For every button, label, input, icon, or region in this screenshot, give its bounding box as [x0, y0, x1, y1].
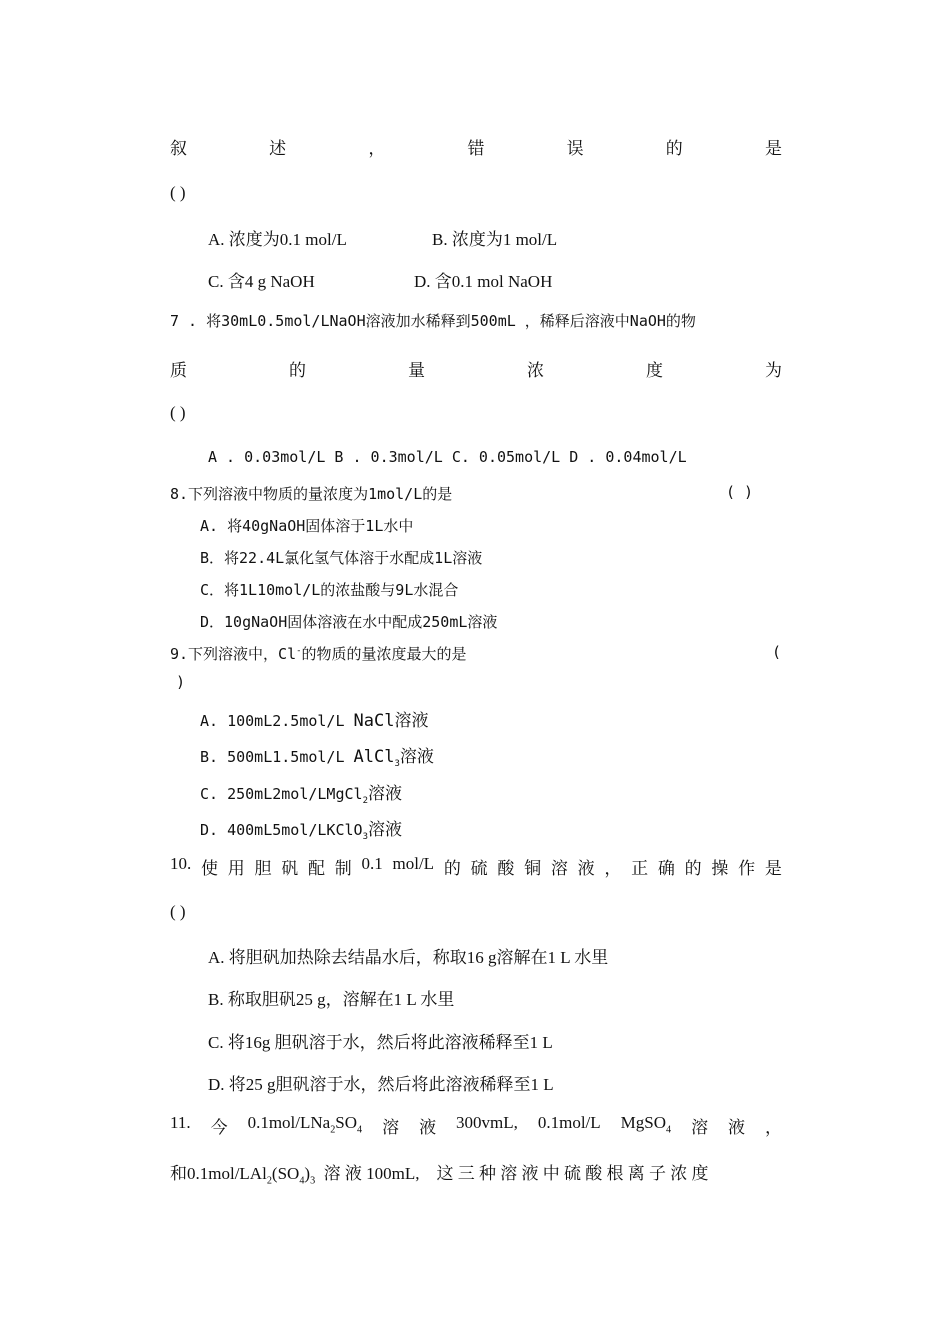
q11-subscript: 4 — [666, 1124, 672, 1136]
q9-paren-close: ) — [176, 673, 186, 691]
q9-option-c — [200, 779, 402, 806]
q6-word: 述 — [269, 139, 287, 158]
q8-stem: 8.下列溶液中物质的量浓度为1mol/L的是 — [170, 485, 453, 503]
q11-word: 0.1mol/L — [537, 1113, 601, 1132]
q11-text: ) — [304, 1164, 311, 1183]
q10-word: 作 — [738, 859, 756, 878]
q7-word: 为 — [765, 361, 782, 380]
q9-option-formula: AlCl — [353, 747, 395, 767]
q10-answer-paren: ( ) — [170, 902, 186, 921]
q9-option-subscript: 3 — [394, 759, 400, 769]
q9-option-d — [200, 815, 402, 842]
q10-word: 用 — [227, 859, 245, 878]
q9-option-subscript: 2 — [362, 796, 368, 806]
q6-option-a: A. 浓度为0.1 mol/L — [208, 230, 347, 249]
q10-word: 0.1 — [361, 854, 383, 873]
q10-word: 使 — [201, 859, 218, 878]
q7-answer-paren: ( ) — [170, 403, 186, 422]
q10-word: 溶 — [550, 859, 568, 878]
q9-option-text: A. 100mL2.5mol/L — [200, 712, 354, 730]
q9-stem-part: 的物质的量浓度最大的是 — [301, 645, 467, 663]
q8-option-d: D．10gNaOH固体溶液在水中配成250mL溶液 — [200, 613, 498, 631]
q11-word: 11. — [170, 1113, 191, 1132]
q10-option-c: C. 将16g 胆矾溶于水，然后将此溶液稀释至1 L — [208, 1033, 553, 1052]
q11-word: 液 — [419, 1118, 437, 1137]
q9-stem — [170, 643, 467, 664]
q11-text: MgSO — [620, 1113, 666, 1132]
q9-stem-part: 9.下列溶液中，Cl — [170, 645, 297, 663]
q11-word: 溶 — [382, 1118, 400, 1137]
q10-word: 配 — [308, 859, 325, 878]
q10-word: 铜 — [524, 859, 542, 878]
q6-stem-line — [170, 134, 782, 159]
q8-answer-paren: ( ) — [726, 483, 754, 501]
q6-option-c: C. 含4 g NaOH — [208, 272, 315, 291]
q10-word: 制 — [334, 859, 352, 878]
q10-stem — [170, 854, 782, 879]
q11-text: 0.1mol/LNa — [247, 1113, 331, 1132]
q6-option-d: D. 含0.1 mol NaOH — [414, 272, 553, 291]
q6-word: 误 — [566, 139, 584, 158]
q7-word: 质 — [170, 361, 187, 380]
q8-option-b: B．将22.4L氯化氢气体溶于水配成1L溶液 — [200, 549, 483, 567]
q11-word: 液 — [728, 1118, 746, 1137]
q10-word: 10. — [170, 854, 192, 873]
q6-option-b: B. 浓度为1 mol/L — [432, 230, 558, 249]
q10-option-d: D. 将25 g胆矾溶于水，然后将此溶液稀释至1 L — [208, 1075, 554, 1094]
q11-word: 300vmL, — [456, 1113, 518, 1132]
q7-options: A . 0.03mol/L B . 0.3mol/L C. 0.05mol/L D . 0.04mol/L — [208, 448, 687, 466]
q10-word: 操 — [711, 859, 729, 878]
q9-option-a — [200, 706, 428, 731]
q7-word: 度 — [646, 361, 663, 380]
q10-word: 的 — [443, 859, 461, 878]
q9-option-text: 溶液 — [399, 747, 434, 767]
q9-option-text: 溶液 — [394, 711, 429, 731]
q6-word: 错 — [467, 139, 485, 158]
q11-word: 溶 — [691, 1118, 709, 1137]
q9-option-b — [200, 742, 434, 769]
q10-word: 的 — [684, 859, 702, 878]
q6-word: 的 — [665, 139, 683, 158]
q11-text: 溶 液 100mL, 这 三 种 溶 液 中 硫 酸 根 离 子 浓 度 — [315, 1164, 709, 1183]
q9-option-text: C. 250mL2mol/LMgCl — [200, 785, 363, 803]
q11-text: 和0.1mol/LAl — [170, 1164, 267, 1183]
q10-word: ， — [604, 859, 622, 878]
q10-word: 矾 — [281, 859, 299, 878]
q11-subscript: 2 — [330, 1124, 336, 1136]
q10-word: 确 — [657, 859, 675, 878]
q10-word: 胆 — [254, 859, 272, 878]
q9-option-text: 溶液 — [367, 784, 402, 804]
q11-word — [621, 1113, 671, 1138]
q11-text: (SO — [271, 1164, 300, 1183]
q11-subscript: 2 — [266, 1175, 272, 1187]
q9-option-formula: NaCl — [353, 711, 395, 731]
q9-option-text: D. 400mL5mol/LKClO — [200, 821, 363, 839]
q6-word: 是 — [764, 139, 782, 158]
q10-word: 硫 — [470, 859, 488, 878]
q6-word: 叙 — [170, 139, 187, 158]
q11-subscript: 4 — [357, 1124, 363, 1136]
q10-word: 液 — [577, 859, 595, 878]
q8-option-c: C．将1L10mol/L的浓盐酸与9L水混合 — [200, 581, 459, 599]
q6-answer-paren: ( ) — [170, 183, 186, 202]
q10-word: 是 — [764, 859, 782, 878]
q7-word: 的 — [289, 361, 306, 380]
q11-word: 今 — [210, 1118, 228, 1137]
q9-option-text: 溶液 — [367, 820, 402, 840]
q9-stem-superscript: - — [296, 646, 302, 656]
q10-option-b: B. 称取胆矾25 g，溶解在1 L 水里 — [208, 990, 455, 1009]
q11-word: ， — [765, 1118, 782, 1137]
q6-word: ， — [368, 139, 386, 158]
q7-word: 量 — [408, 361, 425, 380]
q11-word — [248, 1113, 363, 1138]
q9-option-text: B. 500mL1.5mol/L — [200, 748, 354, 766]
q10-word: 正 — [631, 859, 649, 878]
q10-word: 酸 — [497, 859, 515, 878]
q11-stem-line2 — [170, 1159, 709, 1186]
q8-option-a: A. 将40gNaOH固体溶于1L水中 — [200, 517, 414, 535]
q9-option-subscript: 3 — [362, 832, 368, 842]
q7-stem-line2 — [170, 356, 782, 381]
q7-word: 浓 — [527, 361, 544, 380]
q7-stem-line1: 7 . 将30mL0.5mol/LNaOH溶液加水稀释到500mL ，稀释后溶液中NaOH的物 — [170, 312, 696, 330]
q11-subscript: 3 — [310, 1175, 316, 1187]
q11-text: SO — [335, 1113, 358, 1132]
q11-stem-line1 — [170, 1113, 782, 1138]
q11-subscript: 4 — [299, 1175, 305, 1187]
q10-word: mol/L — [392, 854, 435, 873]
q10-option-a: A. 将胆矾加热除去结晶水后，称取16 g溶解在1 L 水里 — [208, 948, 609, 967]
q9-paren-open: ( — [772, 643, 782, 661]
